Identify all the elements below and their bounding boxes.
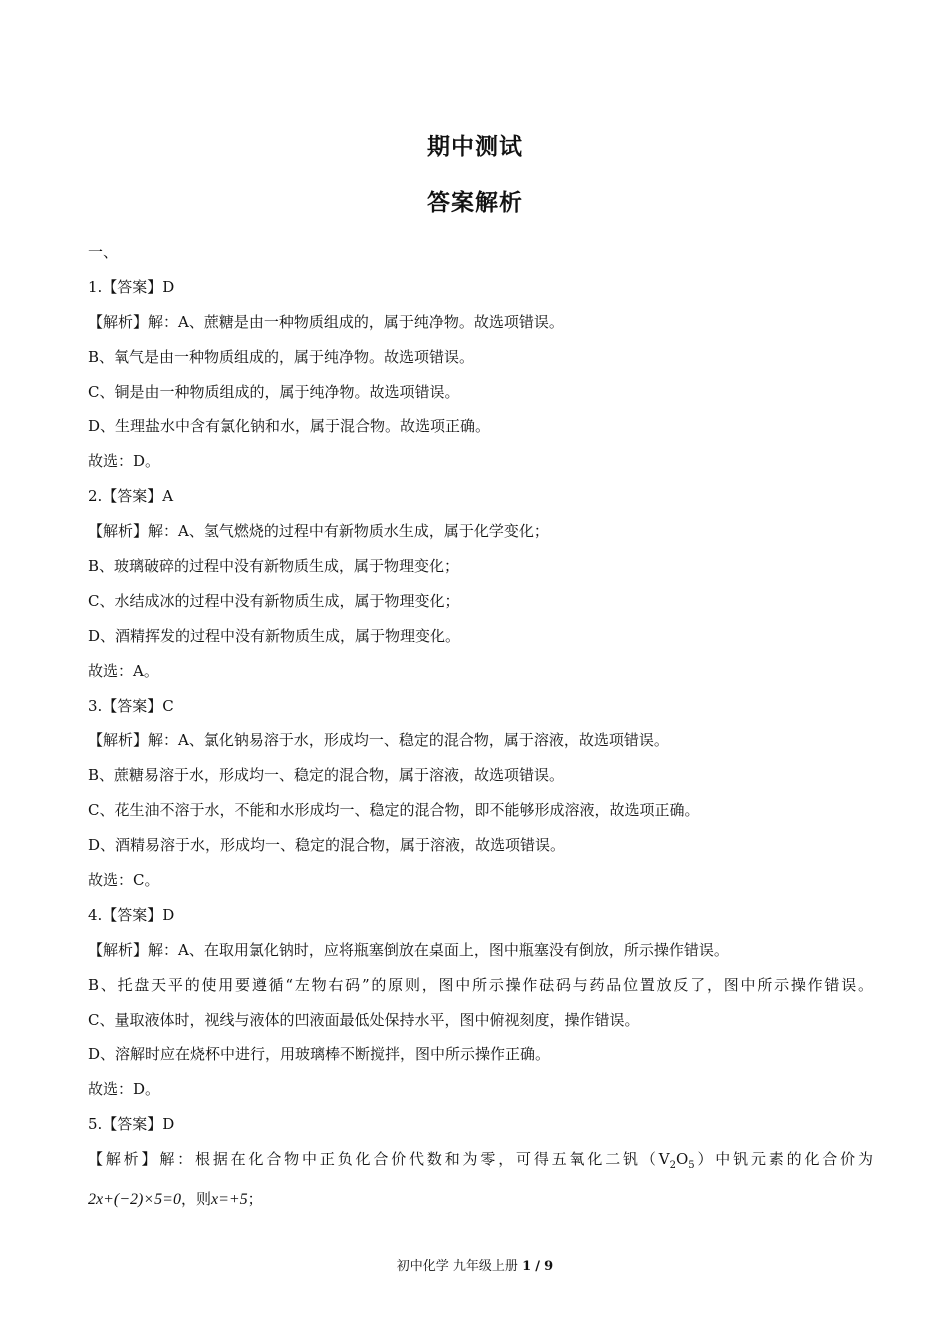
analysis-line: D、酒精挥发的过程中没有新物质生成，属于物理变化。	[88, 626, 461, 645]
analysis-line: B、氧气是由一种物质组成的，属于纯净物。故选项错误。	[88, 347, 475, 366]
analysis-line: C、水结成冰的过程中没有新物质生成，属于物理变化；	[88, 591, 460, 610]
chemical-formula: $V_2O_5$	[658, 1150, 695, 1172]
analysis-line: C、铜是由一种物质组成的，属于纯净物。故选项错误。	[88, 382, 460, 401]
answer-line: 3.【答案】C	[88, 696, 174, 715]
page-title: 期中测试	[427, 134, 523, 160]
choice-line: 故选：C。	[88, 871, 160, 890]
analysis-line: C、花生油不溶于水，不能和水形成均一、稳定的混合物，即不能够形成溶液，故选项正确。	[88, 801, 700, 820]
analysis-line: B、托盘天平的使用要遵循“左物右码”的原则，图中所示操作砝码与药品位置放反了，图中所示操作错误。	[88, 975, 873, 994]
valence-result: x=+5	[210, 1191, 248, 1209]
analysis-line: 【解析】解：A、在取用氯化钠时，应将瓶塞倒放在桌面上，图中瓶塞没有倒放，所示操作错误。	[88, 940, 729, 959]
answer-line: 1.【答案】D	[88, 277, 175, 296]
choice-line: 故选：A。	[88, 661, 159, 680]
analysis-line: 【解析】解：A、氢气燃烧的过程中有新物质水生成，属于化学变化；	[88, 522, 549, 541]
choice-line: 故选：D。	[88, 1080, 161, 1099]
analysis-line: 【解析】解：A、蔗糖是由一种物质组成的，属于纯净物。故选项错误。	[88, 312, 564, 331]
q5-equation-line: 2x+(−2)×5=0，则x=+5；	[88, 1190, 263, 1209]
analysis-line: D、酒精易溶于水，形成均一、稳定的混合物，属于溶液，故选项错误。	[88, 836, 566, 855]
valence-equation: 2x+(−2)×5=0	[88, 1191, 181, 1209]
q5-analysis-line	[88, 1142, 873, 1177]
section-heading: 一、	[88, 243, 119, 261]
page-total: 9	[544, 1259, 554, 1274]
analysis-line: B、玻璃破碎的过程中没有新物质生成，属于物理变化；	[88, 557, 460, 576]
choice-line: 故选：D。	[88, 452, 161, 471]
page-number: 1	[522, 1259, 532, 1274]
page-separator: /	[535, 1259, 541, 1274]
answer-line: 4.【答案】D	[88, 905, 175, 924]
analysis-line: D、生理盐水中含有氯化钠和水，属于混合物。故选项正确。	[88, 417, 491, 436]
analysis-line: C、量取液体时，视线与液体的凹液面最低处保持水平，图中俯视刻度，操作错误。	[88, 1010, 640, 1029]
analysis-line: B、蔗糖易溶于水，形成均一、稳定的混合物，属于溶液，故选项错误。	[88, 766, 565, 785]
q5-analysis-text: 【解析】解：根据在化合物中正负化合价代数和为零，可得五氧化二钒（	[88, 1150, 659, 1169]
answer-line: 5.【答案】D	[88, 1115, 175, 1134]
answer-content	[88, 235, 873, 1221]
q5-analysis-text: ）中钒元素的化合价为	[694, 1150, 873, 1169]
analysis-line: D、溶解时应在烧杯中进行，用玻璃棒不断搅拌，图中所示操作正确。	[88, 1045, 551, 1064]
analysis-line: 【解析】解：A、氯化钠易溶于水，形成均一、稳定的混合物，属于溶液，故选项错误。	[88, 731, 669, 750]
page-subtitle: 答案解析	[427, 190, 523, 216]
page-footer	[0, 1255, 950, 1274]
answer-line: 2.【答案】A	[88, 487, 174, 506]
footer-text: 初中化学 九年级上册	[396, 1259, 518, 1274]
